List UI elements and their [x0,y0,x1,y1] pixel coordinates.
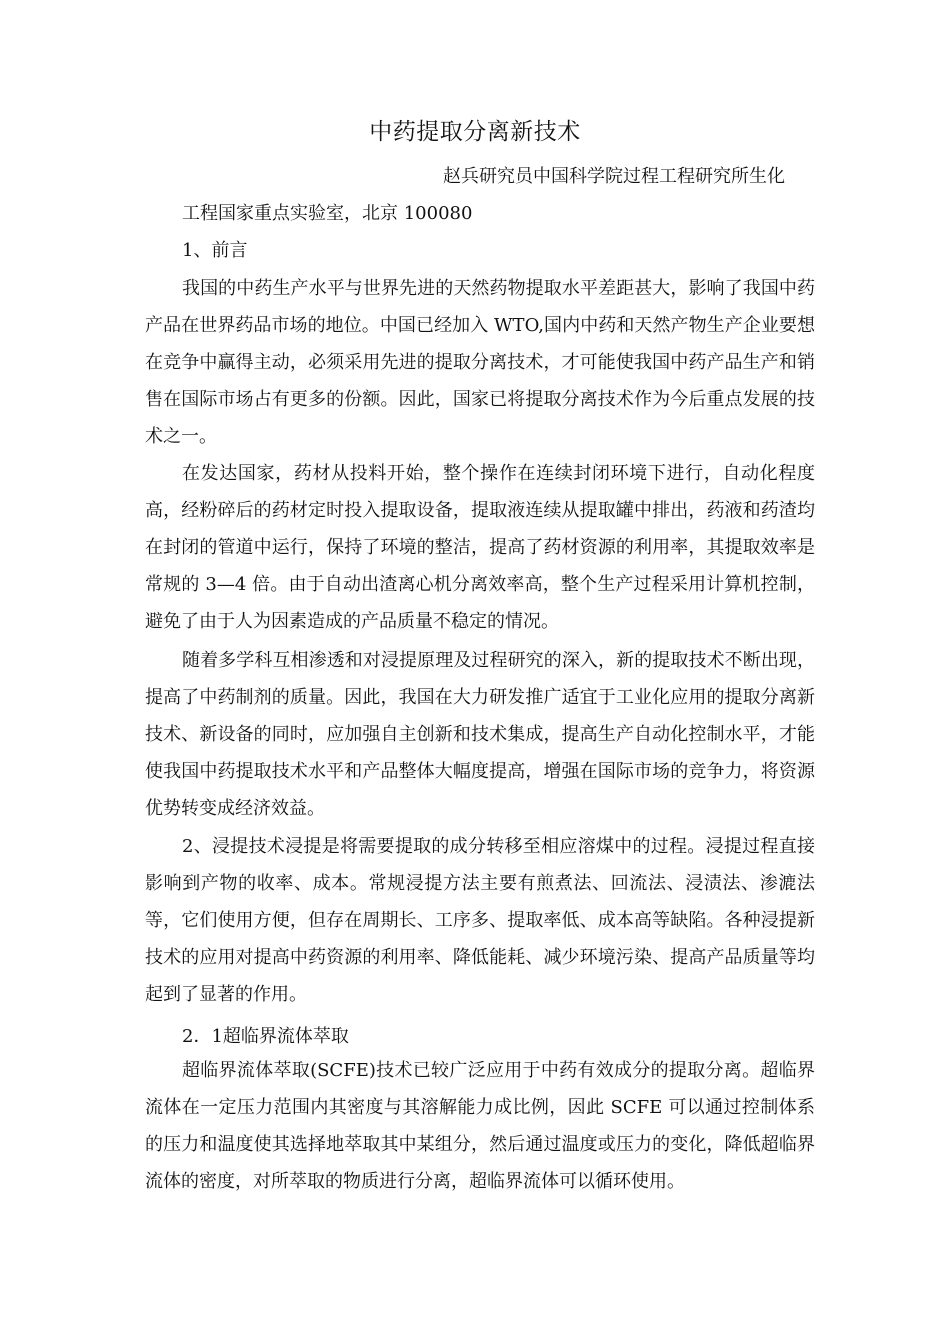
paragraph-developed-countries: 在发达国家，药材从投料开始，整个操作在连续封闭环境下进行，自动化程度高，经粉碎后的药材定时投入提取设备，提取液连续从提取罐中排出，药液和药渣均在封闭的管道中运行，保持了环境的整洁，提高了药材资源的利用率，其提取效率是常规的 3—4 倍。由于自动出渣离心机分离效率高，整个生产过程采用计算机控制，避免了由于人为因素造成的产品质量不稳定的情况。 [145,463,815,633]
document-title: 中药提取分离新技术 [369,119,581,145]
affiliation-line: 工程国家重点实验室，北京 100080 [182,203,473,224]
author-line: 赵兵研究员中国科学院过程工程研究所生化 [443,166,785,187]
section-heading-scfe: 2．1超临界流体萃取 [182,1026,349,1047]
section-heading-preface: 1、前言 [182,240,248,261]
paragraph-extraction-technology: 2、浸提技术浸提是将需要提取的成分转移至相应溶煤中的过程。浸提过程直接影响到产物的收率、成本。常规浸提方法主要有煎煮法、回流法、浸渍法、渗漉法等，它们使用方便，但存在周期长、工序多、提取率低、成本高等缺陷。各种浸提新技术的应用对提高中药资源的利用率、降低能耗、减少环境污染、提高产品质量等均起到了显著的作用。 [145,836,815,1006]
paragraph-new-techniques: 随着多学科互相渗透和对浸提原理及过程研究的深入，新的提取技术不断出现，提高了中药制剂的质量。因此，我国在大力研发推广适宜于工业化应用的提取分离新技术、新设备的同时，应加强自主创新和技术集成，提高生产自动化控制水平，才能使我国中药提取技术水平和产品整体大幅度提高，增强在国际市场的竞争力，将资源优势转变成经济效益。 [145,650,815,820]
paragraph-scfe: 超临界流体萃取(SCFE)技术已较广泛应用于中药有效成分的提取分离。超临界流体在一定压力范围内其密度与其溶解能力成比例，因此 SCFE 可以通过控制体系的压力和温度使其选择地萃取其中某组分，然后通过温度或压力的变化，降低超临界流体的密度，对所萃取的物质进行分离，超临界流体可以循环使用。 [145,1060,815,1193]
paragraph-intro: 我国的中药生产水平与世界先进的天然药物提取水平差距甚大，影响了我国中药产品在世界药品市场的地位。中国已经加入 WTO,国内中药和天然产物生产企业要想在竞争中赢得主动，必须采用先进的提取分离技术，才可能使我国中药产品生产和销售在国际市场占有更多的份额。因此，国家已将提取分离技术作为今后重点发展的技术之一。 [145,278,815,448]
